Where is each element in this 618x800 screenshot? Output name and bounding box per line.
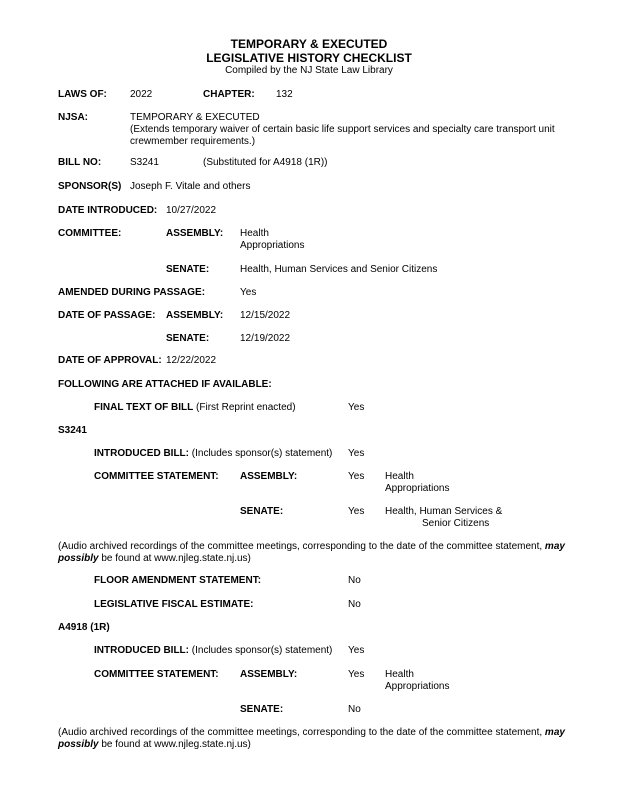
page-title-line1: TEMPORARY & EXECUTED [230,37,388,51]
a4918-assembly-comm-line1: Health [385,669,414,680]
final-text-note: (First Reprint enacted) [196,402,296,413]
njsa-note-line1: (Extends temporary waiver of certain basic life support services and specialty care transport unit [130,124,555,135]
chapter-value: 132 [276,89,293,100]
committee-label: COMMITTEE: [58,228,122,239]
s3241-introduced-note: (Includes sponsor(s) statement) [191,448,333,459]
page-title-line2: LEGISLATIVE HISTORY CHECKLIST [206,51,412,65]
floor-amendment-value: No [348,575,361,586]
attached-header: FOLLOWING ARE ATTACHED IF AVAILABLE: [58,379,272,390]
s3241-audio-emphasis: may possibly [58,541,565,564]
a4918-introduced-note: (Includes sponsor(s) statement) [191,645,333,656]
s3241-audio-part2: be found at www.njleg.state.nj.us) [101,553,251,564]
a4918-introduced-label: INTRODUCED BILL: [94,645,189,656]
a4918-introduced-row [94,645,332,657]
date-introduced-value: 10/27/2022 [166,205,217,216]
s3241-senate-value: Yes [348,506,365,517]
s3241-senate-comm-line1: Health, Human Services & [385,506,503,517]
s3241-assembly-comm-line1: Health [385,471,414,482]
amended-value: Yes [240,287,257,298]
passage-assembly-label: ASSEMBLY: [166,310,224,321]
passage-assembly-value: 12/15/2022 [240,310,291,321]
a4918-introduced-value: Yes [348,645,365,656]
laws-of-label: LAWS OF: [58,89,107,100]
approval-value: 12/22/2022 [166,355,217,366]
a4918-audio-part2: be found at www.njleg.state.nj.us) [101,739,251,750]
a4918-assembly-comm-line2: Appropriations [385,681,450,692]
a4918-assembly-value: Yes [348,669,365,680]
s3241-audio-note [58,541,606,565]
date-introduced-label: DATE INTRODUCED: [58,205,158,216]
s3241-senate-comm-line2: Senior Citizens [422,518,490,529]
a4918-audio-note [58,727,606,751]
njsa-value: TEMPORARY & EXECUTED [130,112,260,123]
approval-label: DATE OF APPROVAL: [58,355,162,366]
bill-no-value: S3241 [130,157,159,168]
committee-senate-value: Health, Human Services and Senior Citizens [240,264,438,275]
s3241-audio-part1: (Audio archived recordings of the committee meetings, corresponding to the date of the committee statement, [58,541,543,552]
s3241-introduced-value: Yes [348,448,365,459]
s3241-heading: S3241 [58,425,87,436]
final-text-label: FINAL TEXT OF BILL [94,402,194,413]
njsa-note-line2: crewmember requirements.) [130,136,256,147]
committee-assembly-line1: Health [240,228,269,239]
final-text-row [94,402,296,414]
floor-amendment-label: FLOOR AMENDMENT STATEMENT: [94,575,262,586]
bill-no-label: BILL NO: [58,157,102,168]
page-subtitle: Compiled by the NJ State Law Library [225,65,393,76]
passage-senate-value: 12/19/2022 [240,333,291,344]
laws-of-value: 2022 [130,89,153,100]
s3241-committee-label: COMMITTEE STATEMENT: [94,471,219,482]
committee-assembly-line2: Appropriations [240,240,305,251]
a4918-assembly-label: ASSEMBLY: [240,669,298,680]
bill-substituted-note: (Substituted for A4918 (1R)) [203,157,328,168]
committee-senate-label: SENATE: [166,264,210,275]
sponsor-value: Joseph F. Vitale and others [130,181,251,192]
passage-label: DATE OF PASSAGE: [58,310,156,321]
s3241-senate-label: SENATE: [240,506,284,517]
a4918-senate-value: No [348,704,361,715]
a4918-audio-part1: (Audio archived recordings of the committee meetings, corresponding to the date of the committee statement, [58,727,543,738]
passage-senate-label: SENATE: [166,333,210,344]
final-text-value: Yes [348,402,365,413]
a4918-committee-label: COMMITTEE STATEMENT: [94,669,219,680]
committee-assembly-label: ASSEMBLY: [166,228,224,239]
a4918-audio-emphasis: may possibly [58,727,565,750]
a4918-heading: A4918 (1R) [58,622,110,633]
s3241-assembly-value: Yes [348,471,365,482]
amended-label: AMENDED DURING PASSAGE: [58,287,206,298]
s3241-assembly-label: ASSEMBLY: [240,471,298,482]
s3241-introduced-label: INTRODUCED BILL: [94,448,189,459]
s3241-assembly-comm-line2: Appropriations [385,483,450,494]
a4918-senate-label: SENATE: [240,704,284,715]
sponsor-label: SPONSOR(S) [58,181,122,192]
fiscal-estimate-label: LEGISLATIVE FISCAL ESTIMATE: [94,599,254,610]
njsa-label: NJSA: [58,112,89,123]
chapter-label: CHAPTER: [203,89,255,100]
fiscal-estimate-value: No [348,599,361,610]
s3241-introduced-row [94,448,332,460]
